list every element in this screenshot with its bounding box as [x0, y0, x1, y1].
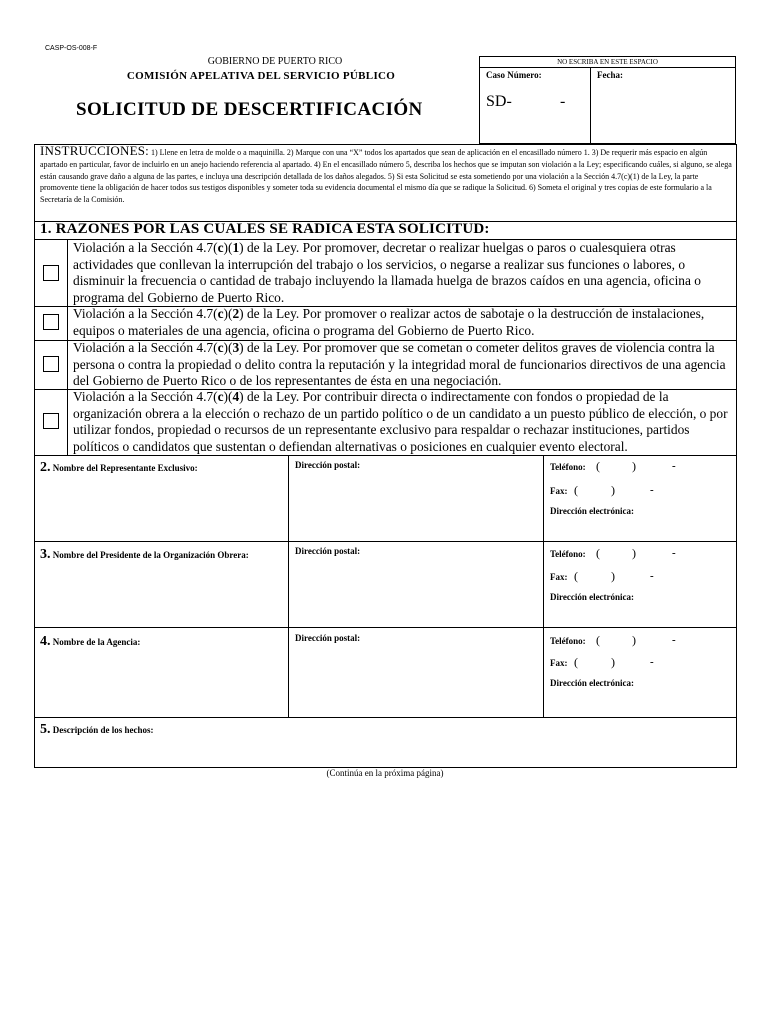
- column-divider: [288, 455, 289, 717]
- agency-name-label: 4. Nombre de la Agencia:: [40, 634, 141, 649]
- fax-dash: -: [650, 570, 654, 582]
- phone-dash: -: [672, 547, 676, 559]
- office-use-heading: NO ESCRIBA EN ESTE ESPACIO: [480, 57, 735, 68]
- fax-label: Fax:: [550, 572, 568, 582]
- reason-2-text: Violación a la Sección 4.7(c)(2) de la Ley. Por promover o realizar actos de sabotaje o la destrucción de instalaciones, equipos o materiales de una agencia, oficina o programa del Gobierno de Puerto Rico.: [73, 306, 705, 338]
- fax-label: Fax:: [550, 486, 568, 496]
- case-number-prefix: SD-: [486, 93, 512, 110]
- phone-paren-open: (: [596, 546, 600, 560]
- reason-4-checkbox[interactable]: [43, 413, 59, 429]
- form-code: CASP-OS-008-F: [45, 45, 98, 52]
- fax-dash: -: [650, 656, 654, 668]
- divider: [34, 541, 737, 542]
- commission-name: COMISIÓN APELATIVA DEL SERVICIO PÚBLICO: [126, 70, 396, 82]
- fax-paren-open: (: [574, 655, 578, 669]
- phone-label: Teléfono:: [550, 549, 586, 559]
- page-title: SOLICITUD DE DESCERTIFICACIÓN: [76, 99, 423, 120]
- fax-paren-close: ): [611, 483, 615, 497]
- phone-dash: -: [672, 460, 676, 472]
- date-label: Fecha:: [597, 70, 623, 80]
- reason-2-checkbox[interactable]: [43, 314, 59, 330]
- phone-paren-open: (: [596, 459, 600, 473]
- divider: [34, 627, 737, 628]
- instructions: [40, 145, 734, 206]
- fax-paren-close: ): [611, 569, 615, 583]
- email-label: Dirección electrónica:: [550, 592, 635, 602]
- email-label: Dirección electrónica:: [550, 678, 635, 688]
- phone-paren-open: (: [596, 633, 600, 647]
- case-number-label: Caso Número:: [486, 70, 542, 80]
- postal-address-label: Dirección postal:: [295, 633, 361, 643]
- fax-paren-close: ): [611, 655, 615, 669]
- reason-3-text: Violación a la Sección 4.7(c)(3) de la Ley. Por promover que se cometan o cometer delitos graves de violencia contra la persona o contra la propiedad o delito contra la reputación y la integridad moral de funcionarios directivos de una agencia del Gobierno de Puerto Rico o de los representantes de ésta en una negociación.: [73, 340, 726, 389]
- postal-address-label: Dirección postal:: [295, 460, 361, 470]
- divider: [34, 455, 737, 456]
- instructions-heading: INSTRUCCIONES:: [40, 143, 149, 158]
- continuation-note: (Continúa en la próxima página): [326, 768, 444, 778]
- column-divider: [543, 455, 544, 717]
- email-label: Dirección electrónica:: [550, 506, 635, 516]
- fax-paren-open: (: [574, 569, 578, 583]
- union-president-name-label: 3. Nombre del Presidente de la Organización Obrera:: [40, 547, 249, 562]
- fax-label: Fax:: [550, 658, 568, 668]
- checkbox-column-divider: [67, 239, 68, 455]
- phone-label: Teléfono:: [550, 462, 586, 472]
- government-name: GOBIERNO DE PUERTO RICO: [207, 56, 343, 67]
- reason-1-checkbox[interactable]: [43, 265, 59, 281]
- phone-paren-close: ): [632, 546, 636, 560]
- fax-dash: -: [650, 484, 654, 496]
- divider: [34, 717, 737, 718]
- postal-address-label: Dirección postal:: [295, 546, 361, 556]
- office-use-divider: [590, 67, 591, 143]
- fax-paren-open: (: [574, 483, 578, 497]
- office-use-box: [479, 56, 736, 144]
- case-number-dash: -: [560, 93, 566, 110]
- instructions-text: 1) Llene en letra de molde o a maquinilla. 2) Marque con una “X” todos los apartados que sean de aplicación en el encasillado número 1. 3) De requerir más espacio en algún apartado en particular, favor de incluirlo en un anejo haciendo referencia al apartado. 4) En el encasillado número 5, describa los hechos que se imputan son violación a la Ley; especificando cuáles, si alguno, se alega están causando grave daño a alguna de las partes, e incluya una descripción detallada de los daños alegados. 5) Si esta Solicitud se esta sometiendo por una violación a la Sección 4.7(c)(1) de la Ley, la parte promovente tiene la obligación de hacer todos sus testigos disponibles y someter toda su evidencia documental el mismo día que se radique la Solicitud. 6) Someta el original y tres copias de este formulario a la Secretaría de la Comisión.: [40, 148, 732, 205]
- phone-paren-close: ): [632, 633, 636, 647]
- phone-paren-close: ): [632, 459, 636, 473]
- reason-3-checkbox[interactable]: [43, 356, 59, 372]
- phone-dash: -: [672, 634, 676, 646]
- section1-heading: 1. RAZONES POR LAS CUALES SE RADICA ESTA SOLICITUD:: [40, 221, 490, 237]
- facts-description-label: 5. Descripción de los hechos:: [40, 722, 154, 737]
- representative-name-label: 2. Nombre del Representante Exclusivo:: [40, 460, 198, 475]
- reason-1-text: Violación a la Sección 4.7(c)(1) de la Ley. Por promover, decretar o realizar huelgas o paros o cualesquiera otras actividades que conllevan la interrupción del trabajo o los servicios, o negarse a realizar sus funciones o labores, o disminuir la frecuencia o cantidad de trabajo incluyendo la llamada huelga de brazos caídos en una agencia, oficina o programa del Gobierno de Puerto Rico.: [73, 240, 701, 305]
- phone-label: Teléfono:: [550, 636, 586, 646]
- reason-4-text: Violación a la Sección 4.7(c)(4) de la Ley. Por contribuir directa o indirectamente con fondos o propiedad de la organización obrera a la elección o rechazo de un partido político o de un candidato a un puesto público de elección, o por utilizar fondos, propiedad o recursos de un representante exclusivo para respaldar o rechazar instituciones, partidos políticos o candidatos que sustentan o defiendan alternativas o posiciones en cualquier evento electoral.: [73, 389, 728, 454]
